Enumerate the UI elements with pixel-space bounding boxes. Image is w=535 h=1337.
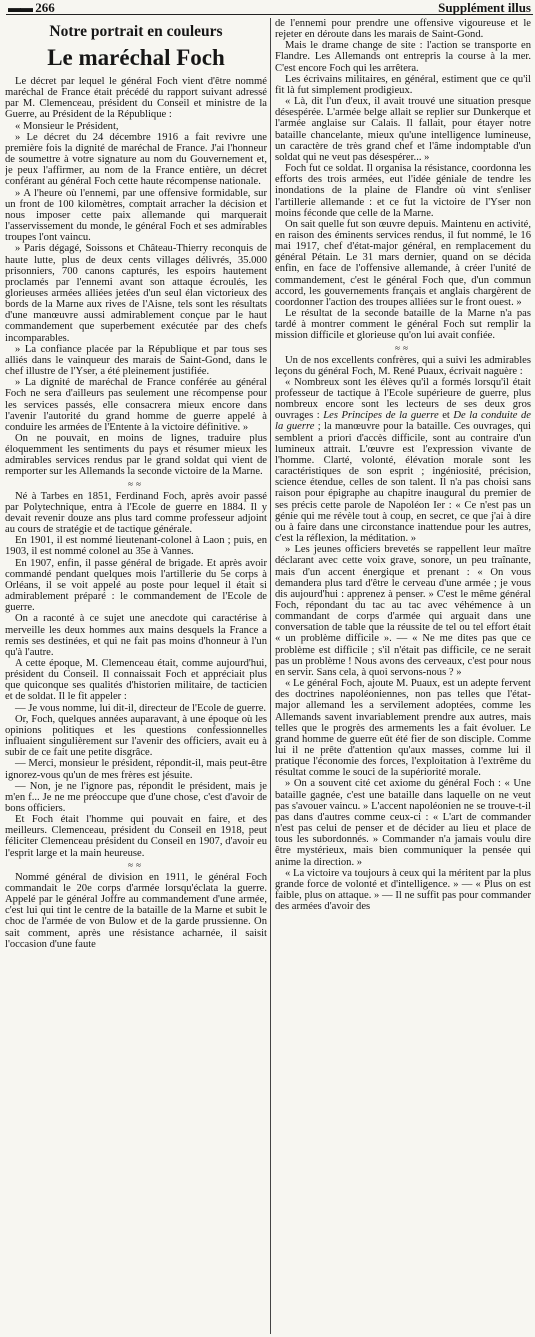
article-paragraph: Foch fut ce soldat. Il organisa la résistance, coordonna les efforts des trois armées, eut l'idée géniale de tendre les inondations de la plaine de Flandre où vint s'enliser l'artillerie allemande : et ce fut la victoire de l'Yser non moins féconde que celle de la Marne.	[275, 163, 531, 219]
article-paragraph: En 1901, il est nommé lieutenant-colonel à Laon ; puis, en 1903, il est nommé colonel au 35e à Vannes.	[5, 535, 267, 558]
article-paragraph: On ne pouvait, en moins de lignes, traduire plus éloquemment les sentiments du pays et résumer mieux les admirables services rendus par le grand soldat qui vient de remporter sur les Allemands la seconde victoire de la Marne.	[5, 433, 267, 478]
section-separator	[5, 859, 267, 872]
publication-title: Supplément illus	[438, 0, 531, 15]
article-paragraph: — Je vous nomme, lui dit-il, directeur de l'Ecole de guerre.	[15, 702, 267, 714]
article-paragraph: » Paris dégagé, Soissons et Château-Thierry reconquis de haute lutte, plus de deux cents villages délivrés, 35.000 prisonniers, 700 canons capturés, les espoirs hautement proclamés par l'ennemi avant son attaque écroulés, les glorieuses armées alliées jetées d'un seul élan victorieux des bords de la Marne aux rives de l'Aisne, tels sont les résultats d'une manœuvre aussi admirablement conçue par le haut commandement que superbement exécutée par des chefs incomparables.	[5, 243, 267, 344]
article-paragraph: Un de nos excellents confrères, qui a suivi les admirables leçons du général Foch, M. René Puaux, écrivait naguère :	[275, 354, 531, 377]
article-paragraph: » La confiance placée par la République et par tous ses alliés dans le vainqueur des marais de Saint-Gond, dans le chef illustre de l'Yser, a été pleinement justifiée.	[5, 343, 267, 378]
article-kicker: Notre portrait en couleurs	[49, 23, 223, 40]
article-paragraph: « La victoire va toujours à ceux qui la méritent par la plus grande force de volonté et d'intelligence. » — « Plus on est faible, plus on attaque. » — Il ne suffit pas pour commander des armées d'avoir des	[275, 867, 531, 913]
book-title: Les Principes de la guerre	[323, 410, 439, 422]
header-rule	[6, 14, 533, 15]
article-paragraph: « Nombreux sont les élèves qu'il a formés lorsqu'il était professeur de tactique à l'Ecole supérieure de guerre, plus nombreux encore sont les lecteurs de ses deux gros ouvrages : Les Principes de la guerre et De la conduite de la guerre ; la manœuvre pour la bataille. Ces ouvrages, qui semblent a priori d'accès difficile, sont au contraire d'un lumineux attrait. L'œuvre est l'expression vivante de l'homme. Clarté, volonté, élévation morale sont les caractéristiques de son esprit ; ingéniosité, précision, science étendue, celles de son talent. Il n'a pas choisi sans raison pour épigraphe au chapitre inaugural du premier de ses précis cette parole de Napoléon Ier : « Ce n'est pas un génie qui me révèle tout à coup, en secret, ce que j'ai à dire ou à faire dans une circonstance inattendue pour les autres, c'est la réflexion, la méditation. »	[275, 376, 531, 545]
article-paragraph: — Non, je ne l'ignore pas, répondit le président, mais je m'en f... Je ne me préoccupe que d'une chose, c'est d'avoir de bons officiers.	[5, 780, 267, 814]
page-number: ▬▬ 266	[8, 0, 55, 15]
right-column	[275, 18, 531, 1334]
article-paragraph: Nommé général de division en 1911, le général Foch commandait le 20e corps d'armée lorsqu'éclata la guerre. Appelé par le général Joffre au commandement d'une armée, c'est lui qui tint le centre de la bataille de la Marne et subit le choc de l'armée de von Bulow et de la garde prussienne. On sait comment, après une résistance acharnée, il saisit l'occasion d'une faute	[5, 871, 267, 950]
book-title: De la conduite de la guerre	[275, 410, 531, 433]
article-paragraph: » A l'heure où l'ennemi, par une offensive formidable, sur un front de 100 kilomètres, comptait arracher la décision et nous imposer cette paix allemande qui marquerait l'asservissement du monde, le général Foch et ses admirables troupes l'ont vaincu.	[5, 187, 267, 244]
article-paragraph: « Monsieur le Président,	[15, 120, 119, 132]
article-paragraph: Et Foch était l'homme qui pouvait en faire, et des meilleurs. Clemenceau, président du Conseil en 1918, peut féliciter Clemenceau président du Conseil en 1907, d'avoir eu l'esprit large et la main heureuse.	[5, 814, 267, 859]
section-separator	[275, 342, 531, 355]
article-paragraph: Mais le drame change de site : l'action se transporte en Flandre. Les Allemands ont entrepris la course à la mer. C'est encore Foch qui les arrêtera.	[275, 40, 531, 74]
article-paragraph: Le décret par lequel le général Foch vient d'être nommé maréchal de France était précédé du rapport suivant adressé par M. Clemenceau, président du Conseil et ministre de la Guerre, au Président de la République :	[5, 76, 267, 121]
article-paragraph: Né à Tarbes en 1851, Ferdinand Foch, après avoir passé par Polytechnique, entra à l'Ecole de guerre en 1884. Il y devait revenir douze ans plus tard comme professeur adjoint au cours de stratégie et de tactique générale.	[5, 490, 267, 536]
article-paragraph: On a raconté à ce sujet une anecdote qui caractérise à merveille les deux hommes aux mains desquels la France a remis ses destinées, et qui ne fait pas moins d'honneur à l'un qu'à l'autre.	[5, 613, 267, 658]
article-paragraph: » Les jeunes officiers brevetés se rappellent leur maître déclarant avec cette voix grave, sonore, un peu traînante, mais d'un accent énergique et prenant : « On vous demandera plus tard d'être le cerveau d'une armée ; je vous dis aujourd'hui : apprenez à penser. » C'est le même général Foch, répondant du tac au tac avec véhémence à un commandant de corps d'armée qui arguait dans une conversation de table que la réussite de tel ou tel effort était « un problème difficile ». — « Ne me dites pas que ce problème est difficile ; s'il n'était pas difficile, ce ne serait pas un problème ! Nous avons des cerveaux, c'est pour nous en servir. Sans cela, à quoi servons-nous ? »	[275, 544, 531, 678]
article-paragraph: On sait quelle fut son œuvre depuis. Maintenu en activité, en raison des éminents services rendus, il fut nommé, le 16 mai 1917, chef d'état-major général, en remplacement du général Pétain. Le 31 mars dernier, quand on se décida enfin, en face de l'offensive allemande, à créer l'unité de commandement, c'est le général Foch que, d'un commun accord, les gouvernements français et anglais chargèrent de coordonner l'action des troupes alliées sur le front ouest. »	[275, 218, 531, 308]
article-paragraph: — Merci, monsieur le président, répondit-il, mais peut-être ignorez-vous qu'un de mes frères est jésuite.	[5, 758, 267, 781]
article-paragraph: » La dignité de maréchal de France conférée au général Foch ne sera d'ailleurs pas seulement une récompense pour les services passés, elle consacrera mieux encore dans l'avenir l'autorité du grand homme de guerre appelé à conduire les armées de l'Entente à la victoire définitive. »	[5, 377, 267, 433]
article-title: Le maréchal Foch	[47, 45, 225, 70]
column-divider	[270, 18, 271, 1334]
left-column	[5, 20, 267, 1332]
article-paragraph: En 1907, enfin, il passe général de brigade. Et après avoir commandé pendant quelques mois l'artillerie du 5e corps à Orléans, il se voit appelé au poste pour lequel il était si admirablement préparé : le commandement de l'Ecole de guerre.	[5, 557, 267, 614]
article-paragraph: Les écrivains militaires, en général, estiment que ce qu'il fit là fut simplement prodigieux.	[275, 73, 531, 96]
article-paragraph: « Là, dit l'un d'eux, il avait trouvé une situation presque désespérée. L'armée belge allait se replier sur Dunkerque et l'armée anglaise sur Calais. Il fallait, pour étayer notre bataille chancelante, mieux qu'une intelligence lumineuse, un caractère de très grand chef et l'âme indomptable d'un soldat qui ne veut pas désespérer... »	[275, 96, 531, 163]
article-paragraph: » On a souvent cité cet axiome du général Foch : « Une bataille gagnée, c'est une bataille dans laquelle on ne veut pas s'avouer vaincu. » L'accent napoléonien ne se trouve-t-il pas dans d'autres comme ceux-ci : « L'art de commander n'est pas celui de penser et de décider au lieu et place de tous les subordonnés. » Commander n'a jamais voulu dire être mystérieux, mais bien communiquer la pensée qui anime la direction. »	[275, 778, 531, 868]
article-paragraph: Le résultat de la seconde bataille de la Marne n'a pas tardé à montrer comment le général Foch sut remplir la mission difficile et glorieuse qu'on lui avait confiée.	[275, 308, 531, 342]
article-paragraph: « Le général Foch, ajoute M. Puaux, est un adepte fervent des doctrines napoléoniennes, non pas telles que l'état-major allemand les a servilement adoptées, comme les Allemands savent invariablement prendre aux autres, mais telles que le progrès des armements les a fait évoluer. Le grand homme de guerre eût été fier de son disciple. Comme lui il ne prête d'attention qu'aux masses, comme lui il pratique l'économie des forces, l'exploitation à l'extrême du résultat comme le souci de la supériorité morale.	[275, 678, 531, 779]
section-separator	[5, 478, 267, 491]
article-paragraph: Or, Foch, quelques années auparavant, à une époque où les opinions politiques et les questions confessionnelles influaient singulièrement sur l'avenir des officiers, avait eu à subir de ce fait une petite disgrâce.	[5, 713, 267, 759]
article-paragraph: de l'ennemi pour prendre une offensive vigoureuse et le rejeter en déroute dans les marais de Saint-Gond.	[275, 18, 531, 41]
left-column-body	[5, 76, 267, 950]
page-header	[0, 0, 535, 16]
right-column-body	[275, 18, 531, 912]
article-paragraph: » Le décret du 24 décembre 1916 a fait revivre une première fois la dignité de maréchal de France. J'ai l'honneur de soumettre à votre signature au nom du Gouvernement et, je peux l'affirmer, au nom de la France entière, un décret conférant au général Foch cette haute récompense nationale.	[5, 131, 267, 188]
article-paragraph: A cette époque, M. Clemenceau était, comme aujourd'hui, président du Conseil. Il connaissait Foch et appréciait plus que quiconque ses qualités d'historien militaire, de tacticien et de soldat. Il le fit appeler :	[5, 657, 267, 703]
